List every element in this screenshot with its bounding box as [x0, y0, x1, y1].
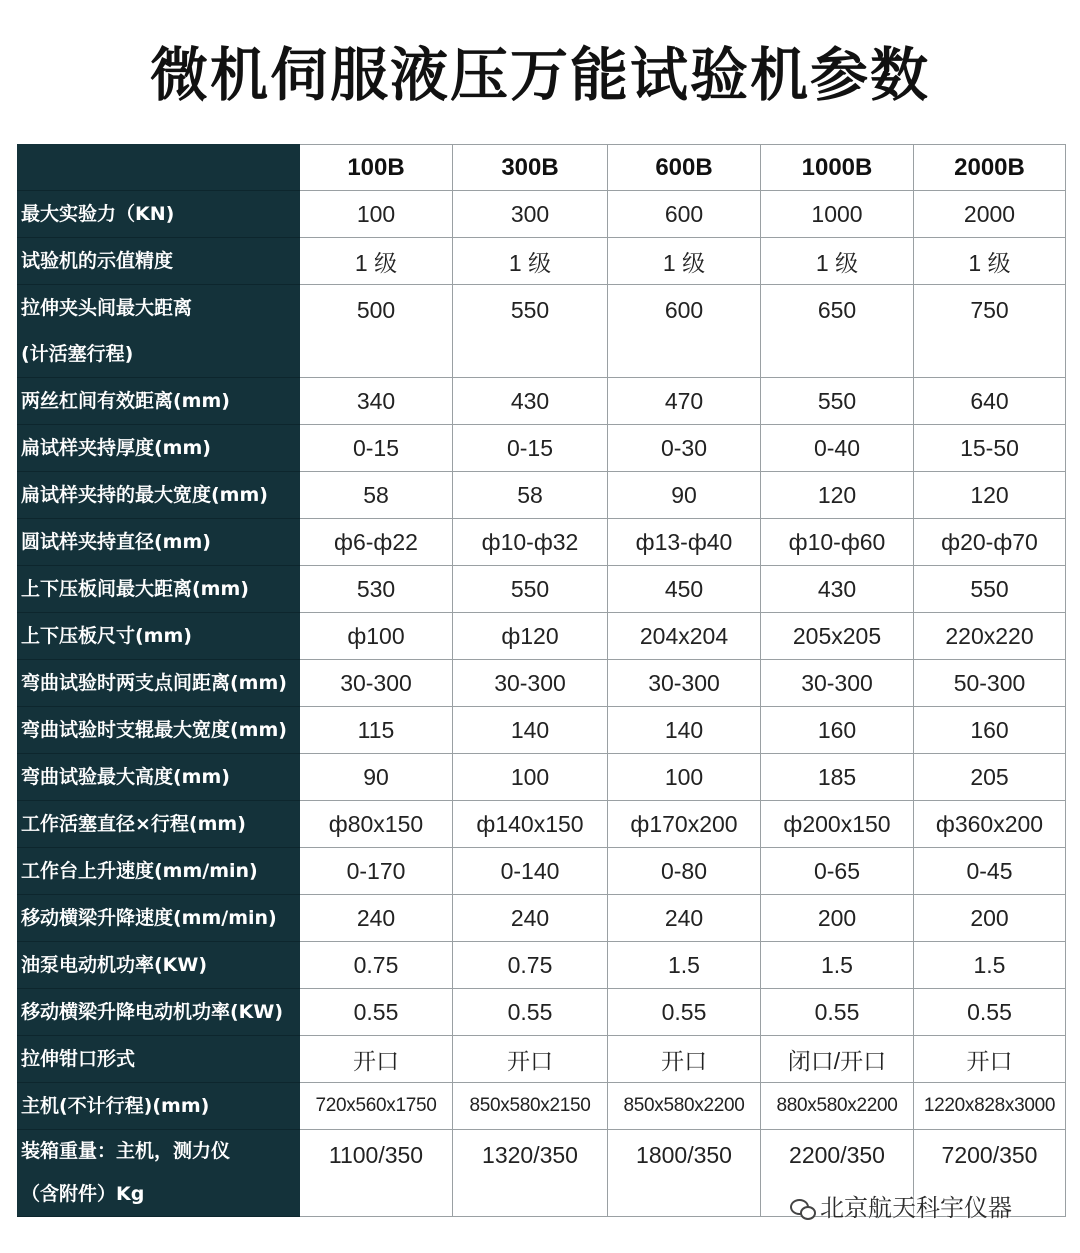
table-cell: 90: [608, 472, 761, 519]
table-cell: ф13-ф40: [608, 519, 761, 566]
table-cell: 2200/350: [761, 1130, 914, 1217]
table-cell: 15-50: [914, 425, 1066, 472]
header-corner: [18, 145, 300, 191]
table-cell: 1100/350: [300, 1130, 453, 1217]
table-cell: 240: [608, 895, 761, 942]
table-cell: 240: [453, 895, 608, 942]
row-label-line: (计活塞行程): [21, 343, 134, 365]
table-cell: 200: [914, 895, 1066, 942]
row-label-line: 油泵电动机功率(KW): [21, 954, 208, 976]
table-cell: 30-300: [453, 660, 608, 707]
table-cell: 90: [300, 754, 453, 801]
table-cell: ф360x200: [914, 801, 1066, 848]
table-cell: 0-45: [914, 848, 1066, 895]
row-label: [18, 848, 300, 895]
table-cell: 0-15: [453, 425, 608, 472]
table-cell: ф200x150: [761, 801, 914, 848]
table-cell: 1 级: [608, 238, 761, 285]
column-header: 100B: [300, 145, 453, 191]
table-cell: 140: [608, 707, 761, 754]
row-label-line: 弯曲试验时两支点间距离(mm): [21, 672, 287, 694]
page-title: 微机伺服液压万能试验机参数: [149, 41, 930, 109]
table-cell: 1800/350: [608, 1130, 761, 1217]
table-cell: 0-140: [453, 848, 608, 895]
table-row: [18, 989, 1066, 1036]
watermark-text: 北京航天科宇仪器: [820, 1194, 1012, 1222]
table-cell: 0.55: [300, 989, 453, 1036]
spec-table: [17, 144, 1066, 1217]
table-cell: ф20-ф70: [914, 519, 1066, 566]
column-header: 300B: [453, 145, 608, 191]
table-cell: 1.5: [914, 942, 1066, 989]
row-label: [18, 989, 300, 1036]
table-cell: ф170x200: [608, 801, 761, 848]
row-label: [18, 613, 300, 660]
table-row: [18, 378, 1066, 425]
table-cell: 160: [761, 707, 914, 754]
row-label: [18, 191, 300, 238]
table-row: [18, 472, 1066, 519]
table-cell: 430: [761, 566, 914, 613]
table-row: [18, 191, 1066, 238]
table-cell: 闭口/开口: [761, 1036, 914, 1083]
table-cell: ф6-ф22: [300, 519, 453, 566]
table-cell: 640: [914, 378, 1066, 425]
row-label-line: 扁试样夹持的最大宽度(mm): [21, 484, 268, 506]
table-cell: 600: [608, 191, 761, 238]
row-label: [18, 425, 300, 472]
table-row: [18, 801, 1066, 848]
row-label-line: 工作活塞直径×行程(mm): [21, 813, 246, 835]
table-row: [18, 895, 1066, 942]
row-label-line: 装箱重量：主机，测力仪: [21, 1140, 231, 1162]
table-cell: 500: [300, 285, 453, 378]
row-label-line: （含附件）Kg: [21, 1183, 145, 1205]
row-label: [18, 519, 300, 566]
table-cell: 300: [453, 191, 608, 238]
row-label-line: 移动横梁升降电动机功率(KW): [21, 1001, 284, 1023]
table-cell: ф10-ф60: [761, 519, 914, 566]
watermark: [790, 1188, 1012, 1223]
row-label: [18, 754, 300, 801]
row-label: [18, 707, 300, 754]
row-label-line: 拉伸夹头间最大距离: [21, 297, 193, 319]
table-cell: 470: [608, 378, 761, 425]
table-cell: 30-300: [761, 660, 914, 707]
table-cell: 30-300: [608, 660, 761, 707]
table-cell: 1000: [761, 191, 914, 238]
row-label-line: 试验机的示值精度: [21, 250, 174, 272]
row-label-line: 扁试样夹持厚度(mm): [21, 437, 211, 459]
table-cell: 550: [453, 285, 608, 378]
table-cell: 550: [453, 566, 608, 613]
table-cell: 0.75: [453, 942, 608, 989]
row-label-line: 上下压板间最大距离(mm): [21, 578, 249, 600]
table-row: [18, 707, 1066, 754]
table-cell: 205x205: [761, 613, 914, 660]
table-row: [18, 1083, 1066, 1130]
row-label-line: 主机(不计行程)(mm): [21, 1095, 210, 1117]
table-row: [18, 425, 1066, 472]
table-cell: 50-300: [914, 660, 1066, 707]
table-cell: 0.55: [453, 989, 608, 1036]
table-cell: 140: [453, 707, 608, 754]
table-cell: 750: [914, 285, 1066, 378]
column-header: 1000B: [761, 145, 914, 191]
table-cell: ф10-ф32: [453, 519, 608, 566]
table-cell: 0.55: [761, 989, 914, 1036]
table-cell: 220x220: [914, 613, 1066, 660]
table-cell: 120: [761, 472, 914, 519]
table-cell: 开口: [914, 1036, 1066, 1083]
table-cell: 200: [761, 895, 914, 942]
table-cell: 850x580x2200: [608, 1083, 761, 1130]
row-label: [18, 895, 300, 942]
row-label-line: 弯曲试验时支辊最大宽度(mm): [21, 719, 287, 741]
table-cell: 650: [761, 285, 914, 378]
table-row: [18, 660, 1066, 707]
row-label-line: 上下压板尺寸(mm): [21, 625, 192, 647]
table-cell: 0-80: [608, 848, 761, 895]
table-cell: 1.5: [761, 942, 914, 989]
table-cell: 1 级: [914, 238, 1066, 285]
table-cell: 880x580x2200: [761, 1083, 914, 1130]
table-row: [18, 1036, 1066, 1083]
row-label-line: 工作台上升速度(mm/min): [21, 860, 258, 882]
row-label-line: 两丝杠间有效距离(mm): [21, 390, 230, 412]
table-cell: 530: [300, 566, 453, 613]
table-cell: 450: [608, 566, 761, 613]
table-cell: 550: [761, 378, 914, 425]
table-cell: 30-300: [300, 660, 453, 707]
table-cell: 120: [914, 472, 1066, 519]
table-cell: ф120: [453, 613, 608, 660]
table-row: [18, 566, 1066, 613]
table-cell: 115: [300, 707, 453, 754]
table-cell: 7200/350: [914, 1130, 1066, 1217]
table-cell: 0.55: [608, 989, 761, 1036]
table-cell: 240: [300, 895, 453, 942]
table-cell: 开口: [300, 1036, 453, 1083]
table-row: [18, 848, 1066, 895]
table-row: [18, 285, 1066, 378]
table-cell: 100: [608, 754, 761, 801]
row-label: [18, 238, 300, 285]
table-cell: 开口: [608, 1036, 761, 1083]
table-row: [18, 942, 1066, 989]
table-cell: 1220x828x3000: [914, 1083, 1066, 1130]
row-label-line: 弯曲试验最大高度(mm): [21, 766, 230, 788]
table-cell: 185: [761, 754, 914, 801]
table-row: [18, 519, 1066, 566]
row-label: [18, 285, 300, 378]
table-cell: ф100: [300, 613, 453, 660]
row-label: [18, 801, 300, 848]
table-cell: 0-15: [300, 425, 453, 472]
row-label: [18, 1130, 300, 1217]
table-cell: 0-170: [300, 848, 453, 895]
table-cell: 0-65: [761, 848, 914, 895]
table-cell: 0.55: [914, 989, 1066, 1036]
table-cell: 204x204: [608, 613, 761, 660]
row-label-line: 圆试样夹持直径(mm): [21, 531, 211, 553]
table-cell: 340: [300, 378, 453, 425]
table-cell: 850x580x2150: [453, 1083, 608, 1130]
table-cell: 1 级: [761, 238, 914, 285]
row-label: [18, 942, 300, 989]
table-cell: 58: [453, 472, 608, 519]
table-cell: 100: [300, 191, 453, 238]
table-cell: 0-30: [608, 425, 761, 472]
table-cell: 58: [300, 472, 453, 519]
column-header: 2000B: [914, 145, 1066, 191]
table-cell: 205: [914, 754, 1066, 801]
header-row: [18, 145, 1066, 191]
table-cell: 2000: [914, 191, 1066, 238]
table-row: [18, 238, 1066, 285]
row-label: [18, 1036, 300, 1083]
table-cell: 550: [914, 566, 1066, 613]
table-cell: 0-40: [761, 425, 914, 472]
row-label-line: 最大实验力（KN): [21, 203, 175, 225]
table-cell: 1 级: [300, 238, 453, 285]
row-label: [18, 566, 300, 613]
table-cell: ф140x150: [453, 801, 608, 848]
row-label-line: 移动横梁升降速度(mm/min): [21, 907, 277, 929]
row-label-line: 拉伸钳口形式: [21, 1048, 136, 1070]
table-row: [18, 613, 1066, 660]
table-cell: 开口: [453, 1036, 608, 1083]
table-cell: 160: [914, 707, 1066, 754]
wechat-icon: [790, 1199, 816, 1219]
table-cell: ф80x150: [300, 801, 453, 848]
row-label: [18, 472, 300, 519]
table-cell: 720x560x1750: [300, 1083, 453, 1130]
table-cell: 600: [608, 285, 761, 378]
table-row: [18, 754, 1066, 801]
table-cell: 0.75: [300, 942, 453, 989]
table-cell: 1 级: [453, 238, 608, 285]
table-cell: 100: [453, 754, 608, 801]
table-cell: 430: [453, 378, 608, 425]
row-label: [18, 378, 300, 425]
row-label: [18, 660, 300, 707]
table-cell: 1.5: [608, 942, 761, 989]
table-cell: 1320/350: [453, 1130, 608, 1217]
column-header: 600B: [608, 145, 761, 191]
row-label: [18, 1083, 300, 1130]
